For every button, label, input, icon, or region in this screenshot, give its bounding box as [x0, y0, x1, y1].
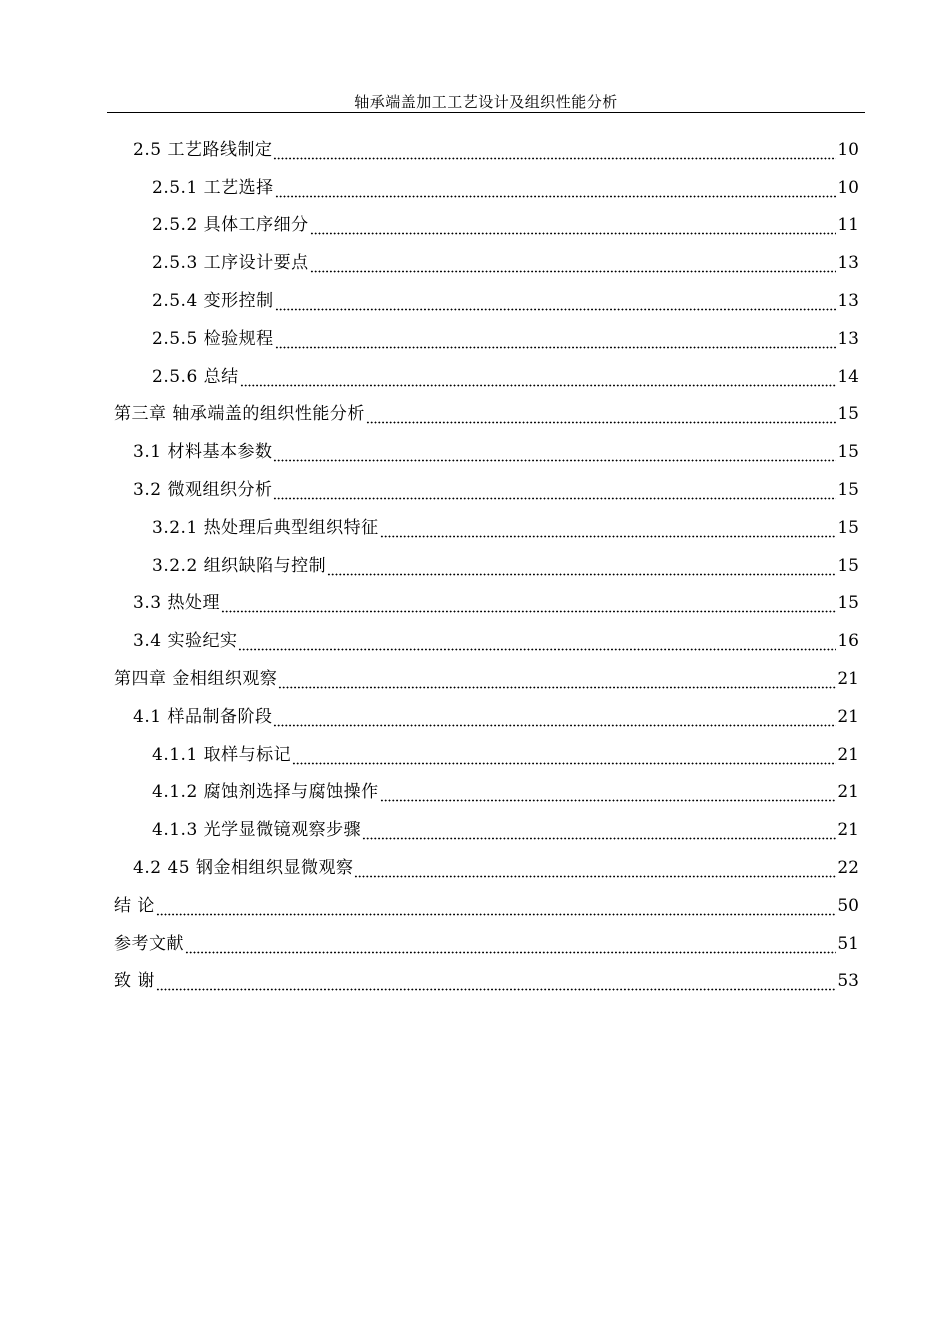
toc-dot-leader: [240, 373, 836, 387]
toc-entry-page-number: 15: [837, 404, 859, 425]
toc-entry[interactable]: [0, 396, 950, 434]
toc-dot-leader: [156, 977, 836, 991]
toc-dot-leader: [366, 410, 836, 424]
toc-entry-page-number: 15: [837, 555, 859, 576]
toc-entry-page-number: 13: [837, 291, 859, 312]
toc-entry-label: 3.1 材料基本参数: [133, 442, 273, 463]
toc-entry[interactable]: [0, 471, 950, 509]
toc-entry-page-number: 22: [837, 858, 859, 879]
header-rule: [107, 112, 865, 113]
toc-entry-page-number: 53: [837, 971, 859, 992]
toc-entry[interactable]: [0, 698, 950, 736]
toc-entry[interactable]: [0, 320, 950, 358]
toc-dot-leader: [273, 448, 836, 462]
toc-entry-label: 第三章 轴承端盖的组织性能分析: [114, 404, 365, 425]
toc-entry-page-number: 15: [837, 442, 859, 463]
toc-entry-label: 结 论: [114, 895, 155, 916]
toc-entry[interactable]: [0, 963, 950, 1001]
toc-entry-label: 2.5.4 变形控制: [152, 291, 274, 312]
toc-entry-label: 3.2 微观组织分析: [133, 480, 273, 501]
toc-entry-page-number: 50: [837, 895, 859, 916]
toc-dot-leader: [273, 146, 836, 160]
toc-dot-leader: [273, 486, 836, 500]
toc-dot-leader: [221, 599, 836, 613]
toc-entry-label: 4.1.3 光学显微镜观察步骤: [152, 820, 362, 841]
toc-entry[interactable]: [0, 887, 950, 925]
toc-dot-leader: [362, 826, 836, 840]
toc-entry-page-number: 15: [837, 480, 859, 501]
toc-entry-label: 2.5.1 工艺选择: [152, 177, 274, 198]
toc-entry-label: 4.1.1 取样与标记: [152, 744, 292, 765]
toc-entry-page-number: 16: [837, 631, 859, 652]
toc-entry-page-number: 15: [837, 593, 859, 614]
toc-entry-page-number: 15: [837, 517, 859, 538]
toc-entry-label: 2.5.2 具体工序细分: [152, 215, 309, 236]
toc-entry-page-number: 11: [837, 215, 859, 236]
toc-entry-label: 3.4 实验纪实: [133, 631, 238, 652]
toc-dot-leader: [380, 524, 836, 538]
toc-entry[interactable]: [0, 509, 950, 547]
toc-entry-label: 参考文献: [114, 933, 184, 954]
toc-dot-leader: [278, 675, 836, 689]
toc-entry[interactable]: [0, 811, 950, 849]
toc-dot-leader: [156, 902, 836, 916]
toc-entry-label: 第四章 金相组织观察: [114, 669, 278, 690]
toc-dot-leader: [273, 713, 836, 727]
toc-dot-leader: [275, 184, 836, 198]
toc-entry[interactable]: [0, 282, 950, 320]
toc-entry-label: 2.5.5 检验规程: [152, 328, 274, 349]
toc-entry-page-number: 14: [837, 366, 859, 387]
toc-entry[interactable]: [0, 585, 950, 623]
toc-entry[interactable]: [0, 736, 950, 774]
toc-entry-page-number: 10: [837, 139, 859, 160]
toc-entry-page-number: 10: [837, 177, 859, 198]
toc-entry-label: 2.5.6 总结: [152, 366, 239, 387]
toc-entry-label: 3.2.1 热处理后典型组织特征: [152, 517, 379, 538]
toc-entry[interactable]: [0, 358, 950, 396]
toc-entry-page-number: 21: [837, 706, 859, 727]
toc-dot-leader: [275, 297, 836, 311]
toc-entry[interactable]: [0, 547, 950, 585]
toc-entry-page-number: 51: [837, 933, 859, 954]
toc-entry[interactable]: [0, 622, 950, 660]
toc-entry-label: 4.1.2 腐蚀剂选择与腐蚀操作: [152, 782, 379, 803]
toc-dot-leader: [310, 221, 836, 235]
toc-entry[interactable]: [0, 925, 950, 963]
toc-dot-leader: [275, 335, 836, 349]
toc-entry[interactable]: [0, 433, 950, 471]
running-header-title: 轴承端盖加工工艺设计及组织性能分析: [354, 93, 618, 111]
toc-entry[interactable]: [0, 207, 950, 245]
toc-entry[interactable]: [0, 774, 950, 812]
toc-entry[interactable]: [0, 660, 950, 698]
table-of-contents: [0, 131, 950, 1000]
toc-dot-leader: [310, 259, 836, 273]
toc-entry-page-number: 13: [837, 328, 859, 349]
toc-dot-leader: [292, 751, 836, 765]
toc-entry[interactable]: [0, 131, 950, 169]
toc-entry-page-number: 21: [837, 820, 859, 841]
toc-dot-leader: [327, 562, 836, 576]
toc-entry-page-number: 13: [837, 253, 859, 274]
toc-entry-page-number: 21: [837, 744, 859, 765]
toc-dot-leader: [185, 940, 836, 954]
toc-entry[interactable]: [0, 244, 950, 282]
toc-entry-label: 2.5 工艺路线制定: [133, 139, 273, 160]
toc-entry-label: 4.2 45 钢金相组织显微观察: [133, 858, 354, 879]
toc-entry-page-number: 21: [837, 669, 859, 690]
toc-entry[interactable]: [0, 849, 950, 887]
toc-dot-leader: [354, 864, 836, 878]
toc-dot-leader: [238, 637, 836, 651]
toc-entry-label: 3.3 热处理: [133, 593, 220, 614]
toc-entry-page-number: 21: [837, 782, 859, 803]
toc-entry-label: 4.1 样品制备阶段: [133, 706, 273, 727]
toc-entry-label: 3.2.2 组织缺陷与控制: [152, 555, 327, 576]
toc-entry-label: 2.5.3 工序设计要点: [152, 253, 309, 274]
toc-entry-label: 致 谢: [114, 971, 155, 992]
toc-dot-leader: [380, 788, 836, 802]
toc-entry[interactable]: [0, 169, 950, 207]
